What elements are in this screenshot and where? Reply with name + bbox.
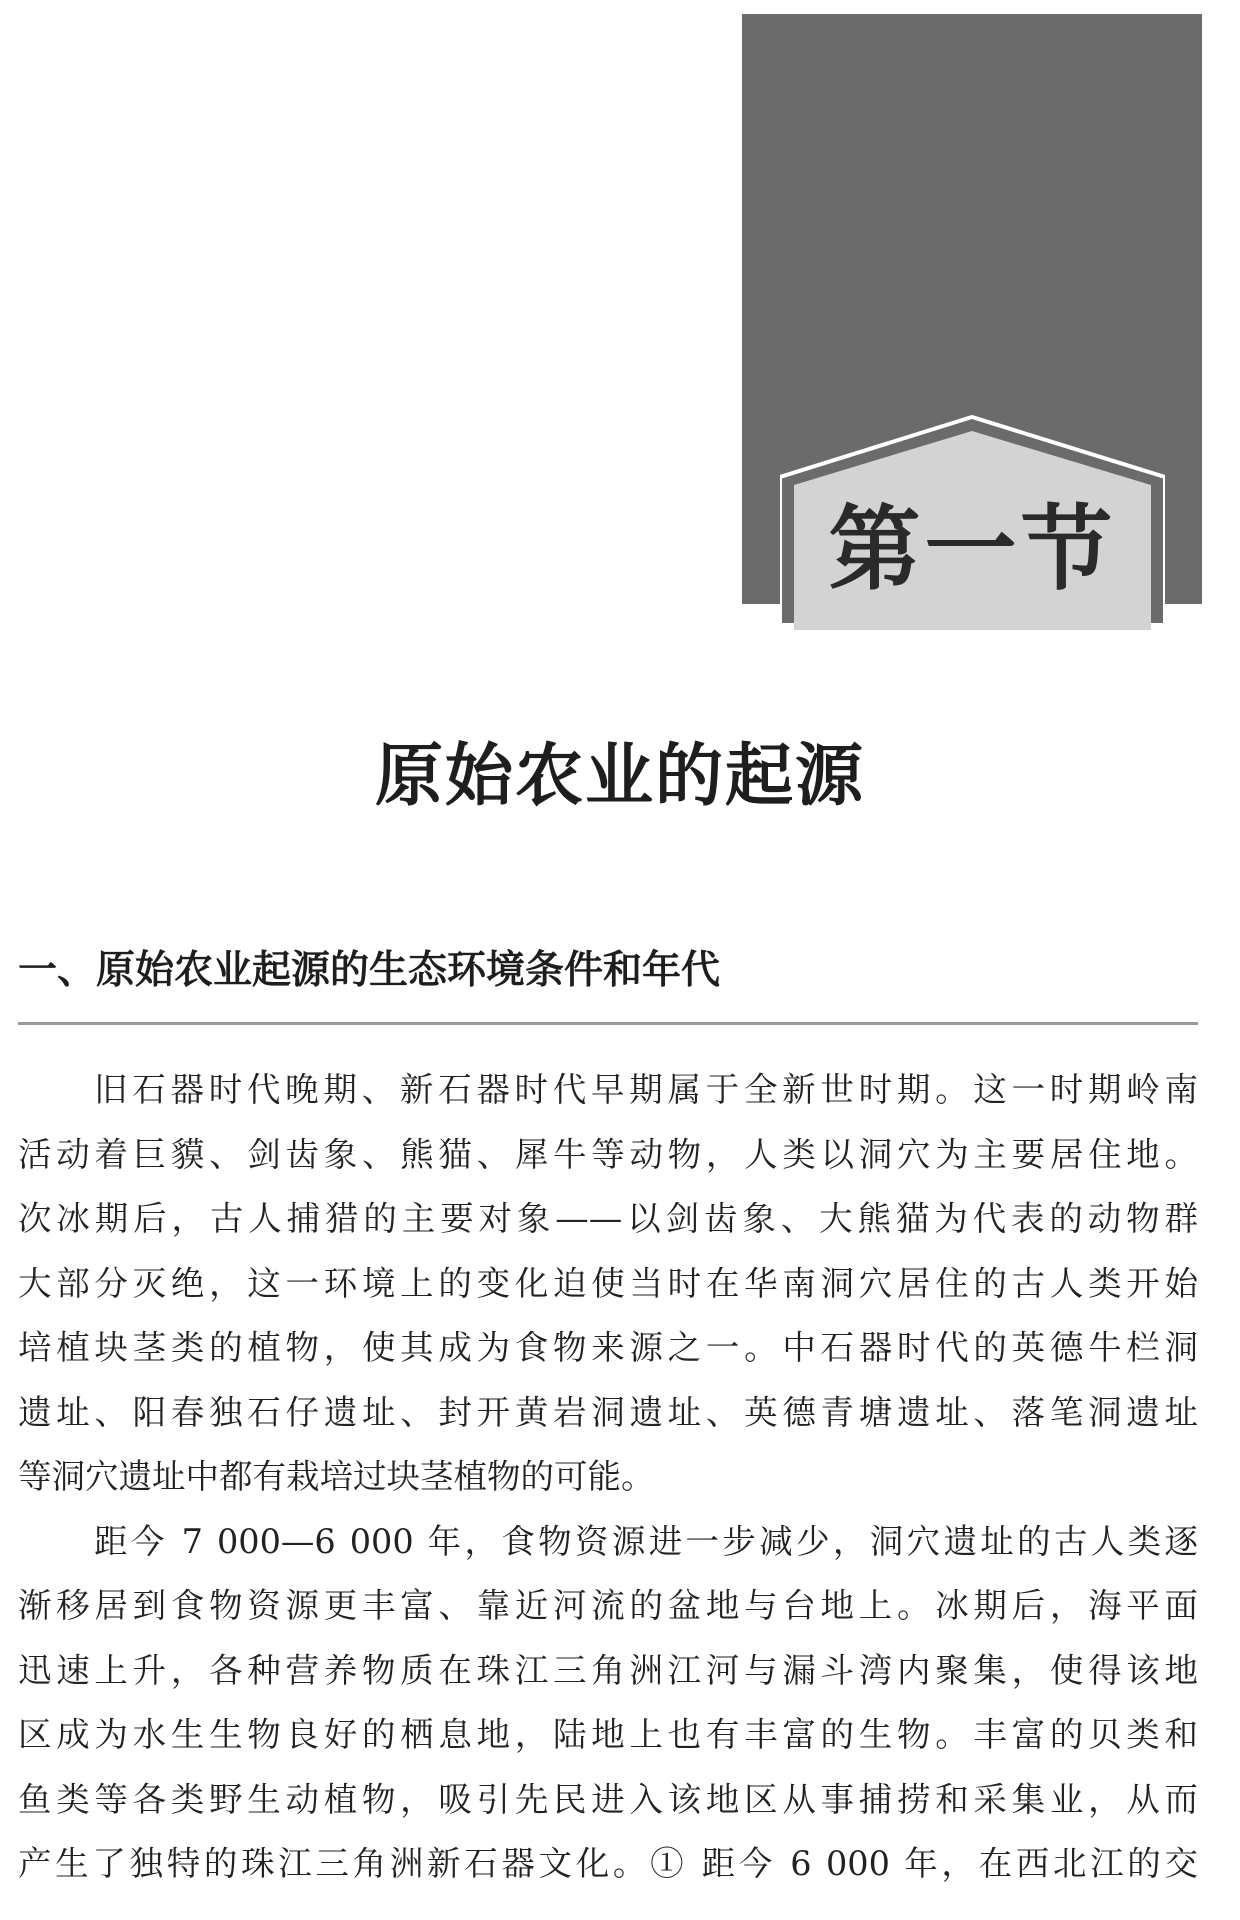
paragraph-2-line: 距今 7 000—6 000 年，食物资源进一步减少，洞穴遗址的古人类逐 xyxy=(94,1521,1198,1561)
paragraph-1-line: 等洞穴遗址中都有栽培过块茎植物的可能。 xyxy=(18,1457,655,1496)
heading-divider xyxy=(18,1022,1198,1025)
paragraph-1-line: 旧石器时代晚期、新石器时代早期属于全新世时期。这一时期岭南 xyxy=(94,1070,1198,1109)
paragraph-2-line: 鱼类等各类野生动植物，吸引先民进入该地区从事捕捞和采集业，从而 xyxy=(18,1779,1198,1819)
paragraph-2-line: 产生了独特的珠江三角洲新石器文化。① 距今 6 000 年，在西北江的交 xyxy=(18,1844,1198,1883)
section-label: 第一节 xyxy=(828,496,1117,603)
chapter-title: 原始农业的起源 xyxy=(374,737,865,816)
paragraph-1-line: 次冰期后，古人捕猎的主要对象——以剑齿象、大熊猫为代表的动物群 xyxy=(18,1199,1198,1238)
paragraph-2-line: 区成为水生生物良好的栖息地，陆地上也有丰富的生物。丰富的贝类和 xyxy=(18,1715,1198,1754)
body-text xyxy=(18,1058,1198,1897)
paragraph-1-line: 活动着巨貘、剑齿象、熊猫、犀牛等动物，人类以洞穴为主要居住地。 xyxy=(18,1134,1198,1174)
section-heading: 一、原始农业起源的生态环境条件和年代 xyxy=(18,948,721,993)
paragraph-1-line: 大部分灭绝，这一环境上的变化迫使当时在华南洞穴居住的古人类开始 xyxy=(18,1263,1198,1303)
paragraph-1-line: 遗址、阳春独石仔遗址、封开黄岩洞遗址、英德青塘遗址、落笔洞遗址 xyxy=(18,1392,1198,1432)
paragraph-1-line: 培植块茎类的植物，使其成为食物来源之一。中石器时代的英德牛栏洞 xyxy=(18,1328,1198,1367)
paragraph-2-line: 渐移居到食物资源更丰富、靠近河流的盆地与台地上。冰期后，海平面 xyxy=(18,1586,1198,1625)
paragraph-2-line: 迅速上升，各种营养物质在珠江三角洲江河与漏斗湾内聚集，使得该地 xyxy=(18,1650,1198,1690)
